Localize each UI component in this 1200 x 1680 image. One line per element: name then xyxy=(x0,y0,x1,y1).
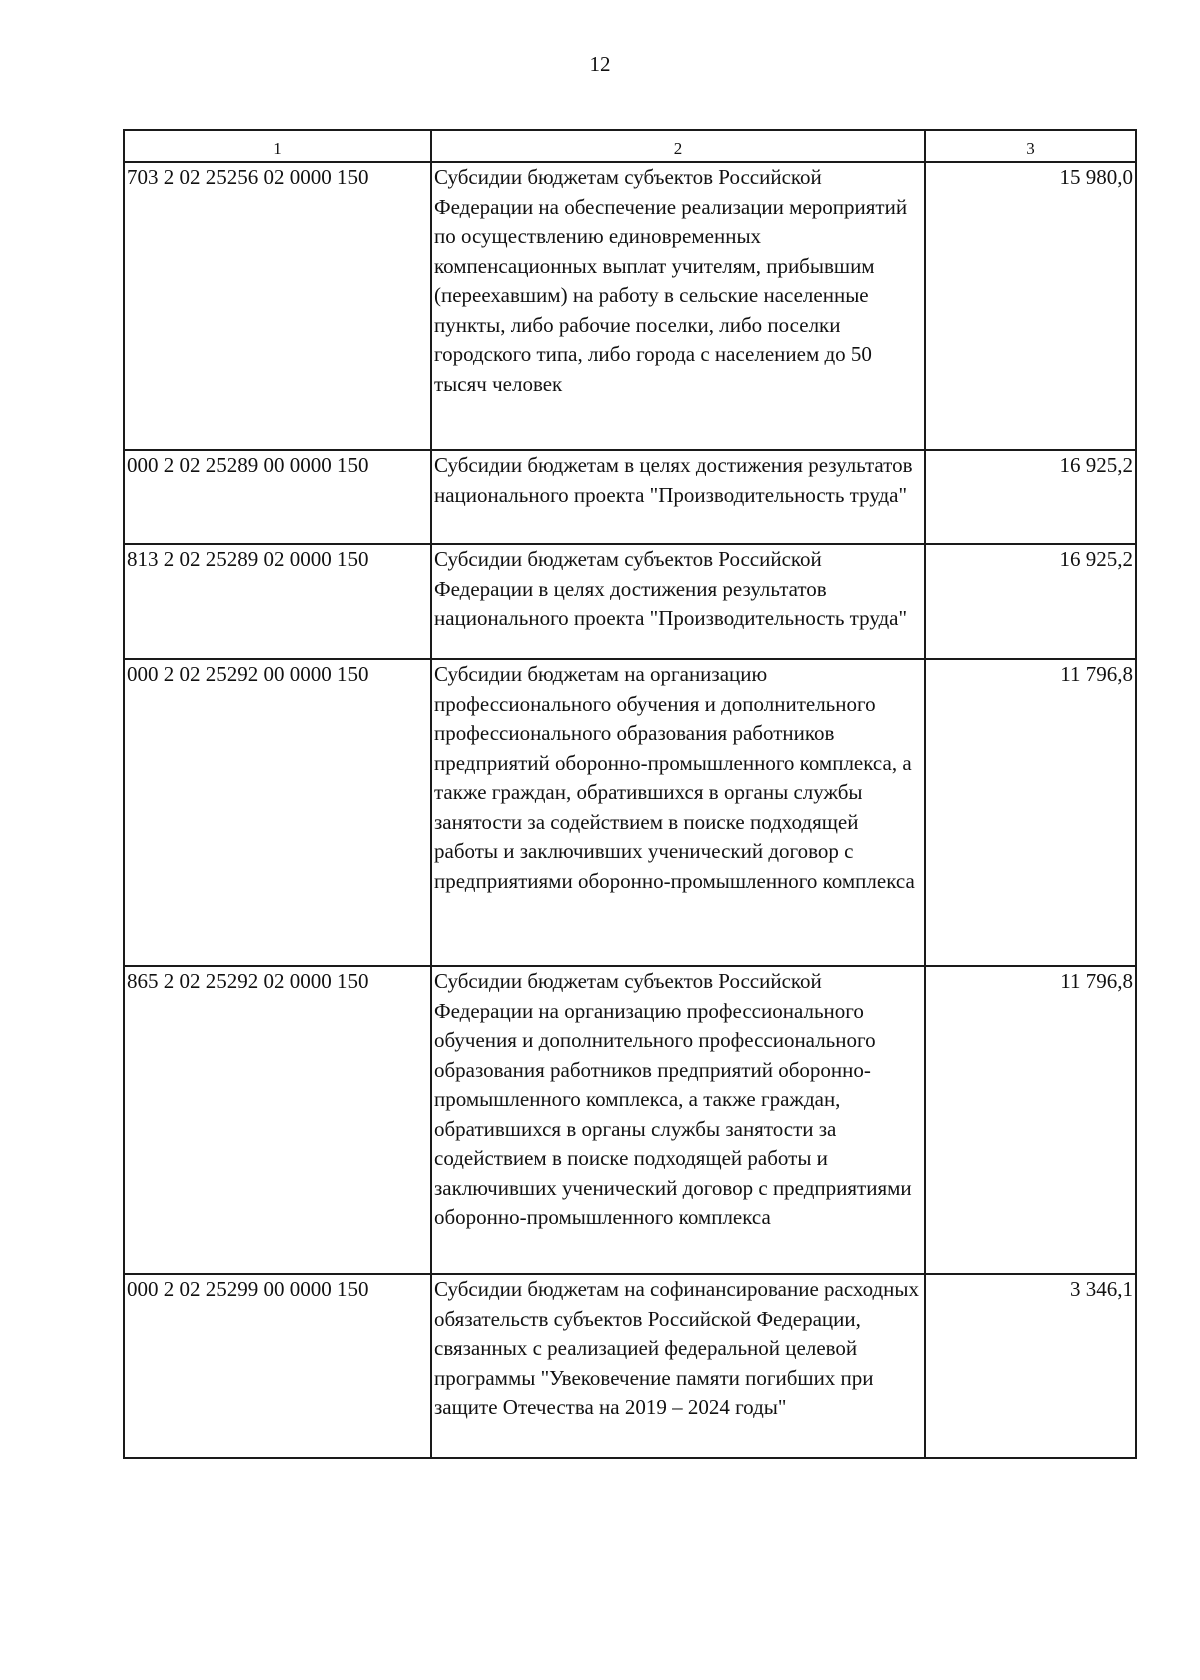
table-row xyxy=(124,659,1136,966)
description-cell: Субсидии бюджетам субъектов Российской Федерации в целях достижения результатов национального проекта "Производительность труда" xyxy=(431,544,925,659)
table-header-row xyxy=(124,130,1136,162)
amount-cell: 11 796,8 xyxy=(925,966,1136,1274)
amount-cell: 15 980,0 xyxy=(925,162,1136,450)
page-number: 12 xyxy=(589,52,611,76)
table-row xyxy=(124,450,1136,544)
budget-code-cell: 000 2 02 25299 00 0000 150 xyxy=(124,1274,431,1458)
description-cell: Субсидии бюджетам субъектов Российской Федерации на обеспечение реализации мероприятий по осуществлению единовременных компенсационных выплат учителям, прибывшим (переехавшим) на работу в сельские населенные пункты, либо рабочие поселки, либо поселки городского типа, либо города с населением до 50 тысяч человек xyxy=(431,162,925,450)
amount-cell: 16 925,2 xyxy=(925,450,1136,544)
description-cell: Субсидии бюджетам субъектов Российской Федерации на организацию профессионального обучения и дополнительного профессионального образования работников предприятий оборонно-промышленного комплекса, а также граждан, обратившихся в органы службы занятости за содействием в поиске подходящей работы и заключивших ученический договор с предприятиями оборонно-промышленного комплекса xyxy=(431,966,925,1274)
budget-code-cell: 813 2 02 25289 02 0000 150 xyxy=(124,544,431,659)
table-row xyxy=(124,966,1136,1274)
description-cell: Субсидии бюджетам в целях достижения результатов национального проекта "Производительность труда" xyxy=(431,450,925,544)
column-header-description: 2 xyxy=(431,130,925,162)
column-header-code: 1 xyxy=(124,130,431,162)
budget-revenue-table xyxy=(123,129,1137,1459)
table-row xyxy=(124,1274,1136,1458)
amount-cell: 3 346,1 xyxy=(925,1274,1136,1458)
budget-code-cell: 865 2 02 25292 02 0000 150 xyxy=(124,966,431,1274)
description-cell: Субсидии бюджетам на организацию профессионального обучения и дополнительного профессионального образования работников предприятий оборонно-промышленного комплекса, а также граждан, обратившихся в органы службы занятости за содействием в поиске подходящей работы и заключивших ученический договор с предприятиями оборонно-промышленного комплекса xyxy=(431,659,925,966)
column-header-amount: 3 xyxy=(925,130,1136,162)
amount-cell: 11 796,8 xyxy=(925,659,1136,966)
amount-cell: 16 925,2 xyxy=(925,544,1136,659)
budget-code-cell: 000 2 02 25289 00 0000 150 xyxy=(124,450,431,544)
table-row xyxy=(124,162,1136,450)
table-row xyxy=(124,544,1136,659)
budget-code-cell: 703 2 02 25256 02 0000 150 xyxy=(124,162,431,450)
budget-code-cell: 000 2 02 25292 00 0000 150 xyxy=(124,659,431,966)
description-cell: Субсидии бюджетам на софинансирование расходных обязательств субъектов Российской Федерации, связанных с реализацией федеральной целевой программы "Увековечение памяти погибших при защите Отечества на 2019 – 2024 годы" xyxy=(431,1274,925,1458)
